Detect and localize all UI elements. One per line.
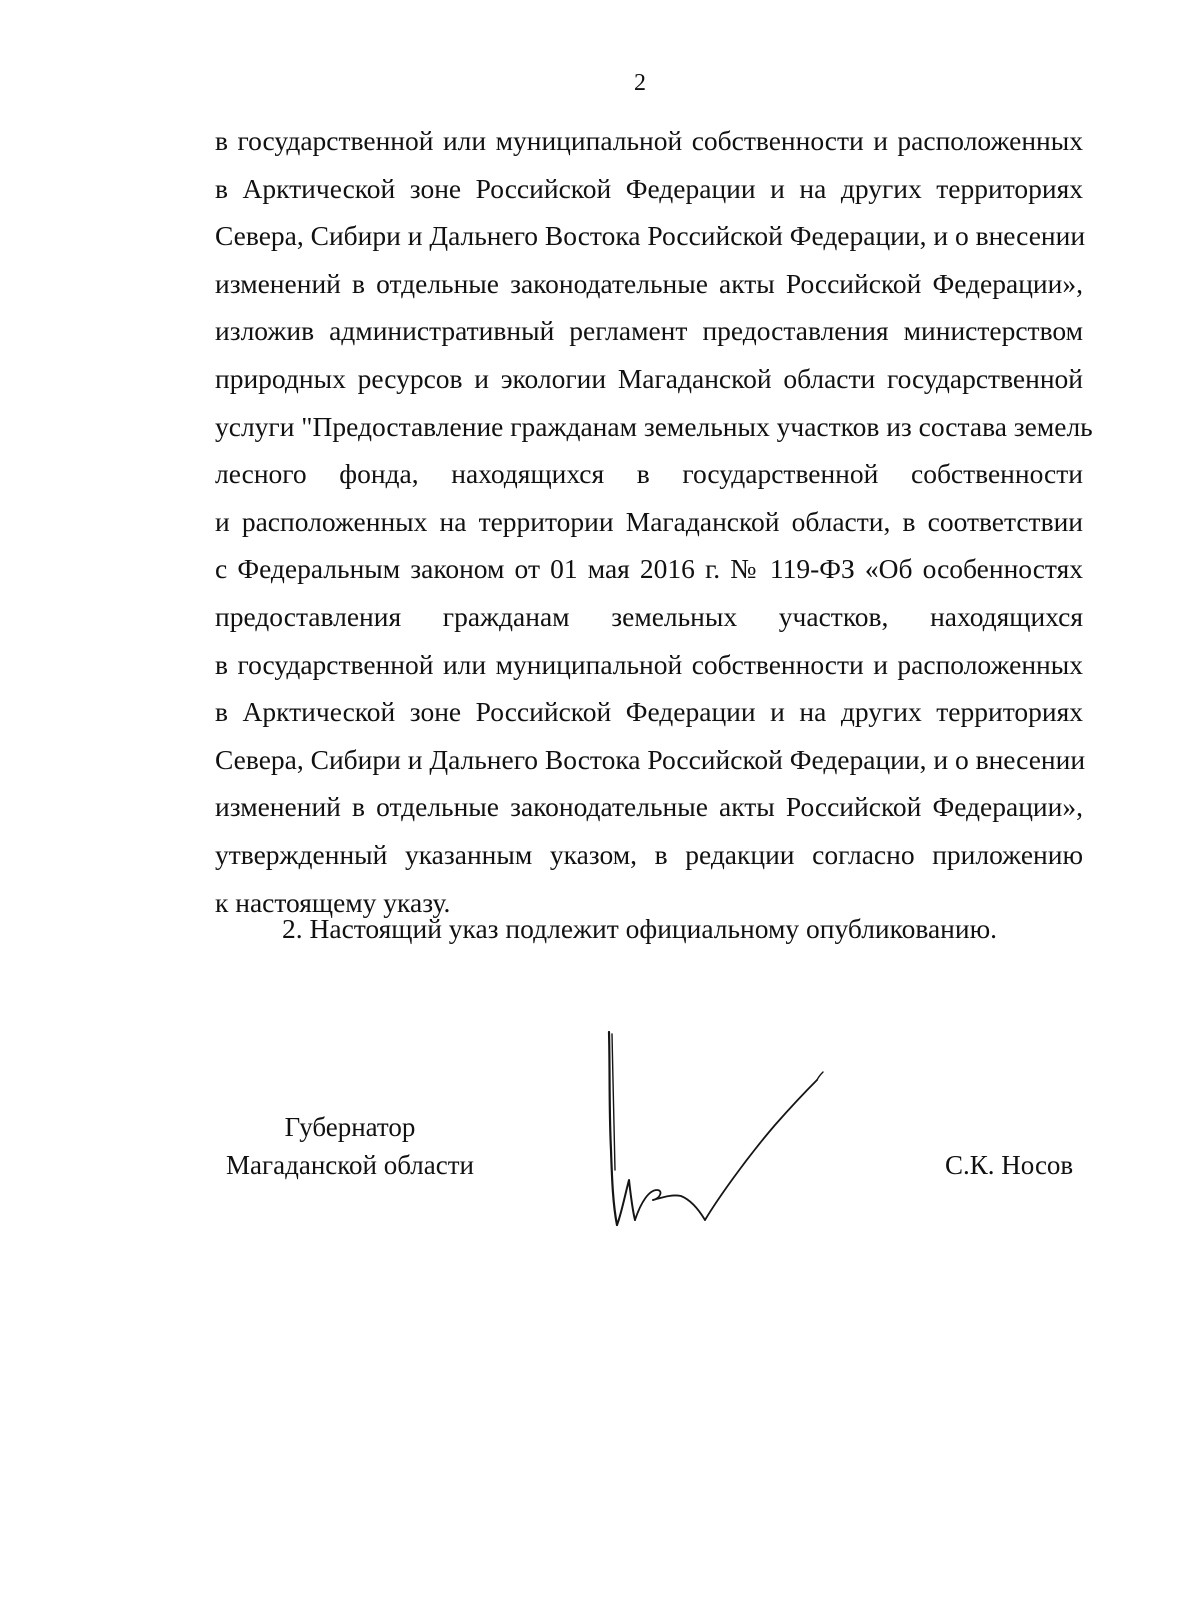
body-line: в государственной или муниципальной собственности и расположенных <box>215 125 1083 156</box>
signer-position <box>200 1108 500 1184</box>
page-number: 2 <box>634 70 646 96</box>
body-line: предоставления гражданам земельных участков, находящихся <box>215 600 1083 632</box>
body-line: изменений в отдельные законодательные акты Российской Федерации», <box>215 791 1083 823</box>
body-line: и расположенных на территории Магаданской области, в соответствии <box>215 505 1083 537</box>
signer-name: С.К. Носов <box>945 1150 1074 1180</box>
signer-position-region: Магаданской области <box>226 1150 474 1180</box>
handwritten-signature <box>605 1030 855 1260</box>
body-line: изменений в отдельные законодательные акты Российской Федерации», <box>215 267 1083 299</box>
body-line: услуги "Предоставление гражданам земельных участков из состава земель <box>215 410 1093 442</box>
body-line: к настоящему указу. <box>215 886 451 918</box>
body-line: изложив административный регламент предоставления министерством <box>215 315 1083 347</box>
body-line: Севера, Сибири и Дальнего Востока Российской Федерации, и о внесении <box>215 743 1086 775</box>
body-line: утвержденный указанным указом, в редакции согласно приложению <box>215 838 1083 870</box>
body-line: в государственной или муниципальной собственности и расположенных <box>215 648 1083 680</box>
document-body <box>215 117 1093 926</box>
body-line: Севера, Сибири и Дальнего Востока Российской Федерации, и о внесении <box>215 220 1086 252</box>
body-line: лесного фонда, находящихся в государственной собственности <box>215 458 1083 490</box>
body-line: с Федеральным законом от 01 мая 2016 г. № 119-ФЗ «Об особенностях <box>215 553 1083 585</box>
body-line: в Арктической зоне Российской Федерации и на других территориях <box>215 696 1083 728</box>
clause-2-publication: 2. Настоящий указ подлежит официальному опубликованию. <box>282 913 998 944</box>
body-line: в Арктической зоне Российской Федерации и на других территориях <box>215 172 1083 204</box>
body-line: природных ресурсов и экологии Магаданской области государственной <box>215 362 1083 394</box>
signer-position-title: Губернатор <box>284 1112 416 1142</box>
